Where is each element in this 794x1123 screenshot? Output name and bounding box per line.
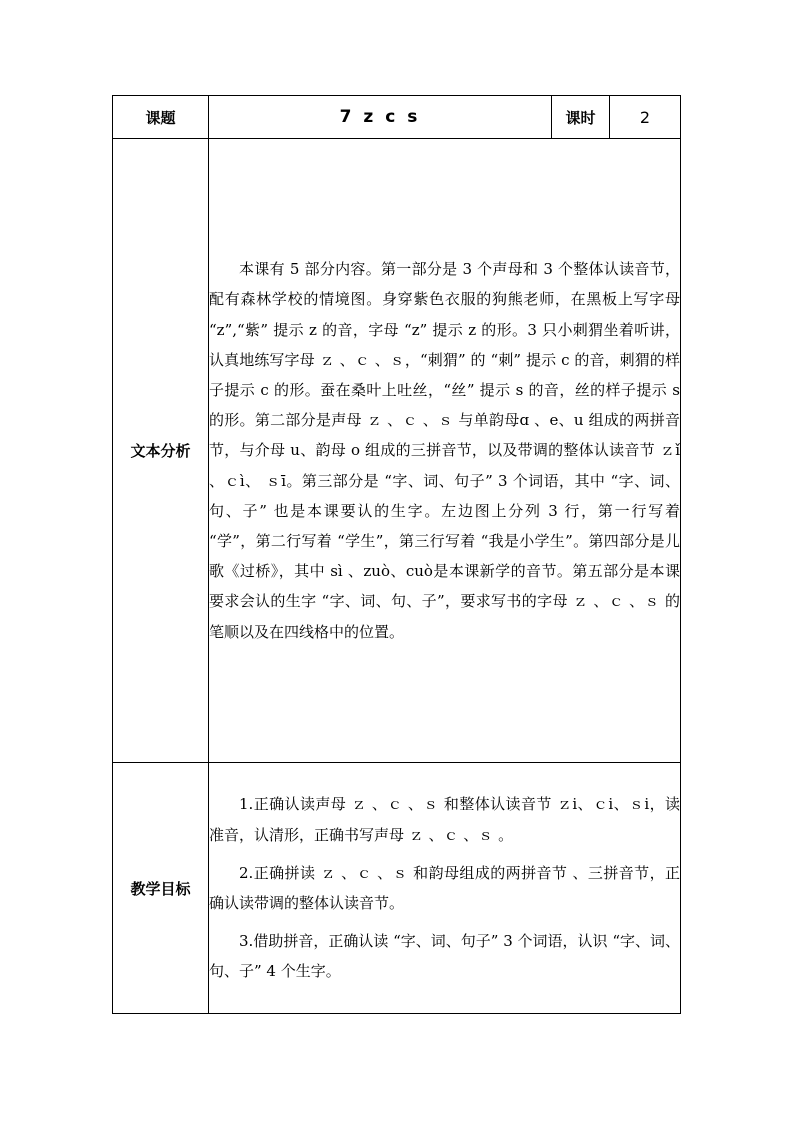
- header-row: [113, 96, 681, 139]
- analysis-label: 文本分析: [113, 139, 209, 763]
- analysis-cell: [209, 139, 681, 763]
- goal-item-1: 1.正确认读声母 ｚ 、ｃ 、ｓ 和整体认读音节 ｚi、ｃi、ｓi，读准音，认清形，正确书写声母 ｚ 、ｃ 、ｓ 。: [209, 795, 680, 844]
- analysis-text: 本课有 5 部分内容。第一部分是 3 个声母和 3 个整体认读音节，配有森林学校的情境图。身穿紫色衣服的狗熊老师，在黑板上写字母 “z”,“紫” 提示 z 的音，字母 “z” 提示 z 的形。3 只小刺猬坐着听讲，认真地练写字母 ｚ 、ｃ 、ｓ，“刺猬” 的 “刺” 提示 c 的音，刺猬的样子提示 c 的形。蚕在桑叶上吐丝，“丝” 提示 s 的音，丝的样子提示 s 的形。第二部分是声母 ｚ 、ｃ 、ｓ 与单韵母ɑ 、e、u 组成的两拼音节，与介母 u、韵母 o 组成的三拼音节，以及带调的整体认读音节 ｚǐ 、ｃì、 ｓī。第三部分是 “字、词、句子” 3 个词语，其中 “字、词、句、子” 也是本课要认的生字。左边图上分列 3 行，第一行写着 “学”，第二行写着 “学生”，第三行写着 “我是小学生”。第四部分是儿歌《过桥》，其中 sì 、zuò、cuò是本课新学的音节。第五部分是本课要求会认的生字 “字、词、句、子”，要求写书的字母 ｚ 、ｃ 、ｓ 的笔顺以及在四线格中的位置。: [209, 260, 680, 641]
- goals-label: 教学目标: [113, 763, 209, 1014]
- period-value: 2: [610, 96, 681, 139]
- lesson-plan-table: [112, 95, 681, 1014]
- goals-cell: [209, 763, 681, 1014]
- topic-label: 课题: [113, 96, 209, 139]
- analysis-row: [113, 139, 681, 763]
- goals-row: [113, 763, 681, 1014]
- period-label: 课时: [552, 96, 610, 139]
- goal-item-2: 2.正确拼读 ｚ 、ｃ 、ｓ 和韵母组成的两拼音节 、三拼音节，正确认读带调的整体认读音节。: [209, 863, 680, 912]
- topic-value: 7 z c s: [209, 96, 552, 139]
- goal-item-3: 3.借助拼音，正确认读 “字、词、句子” 3 个词语，认识 “字、词、句、子” 4 个生字。: [209, 932, 680, 981]
